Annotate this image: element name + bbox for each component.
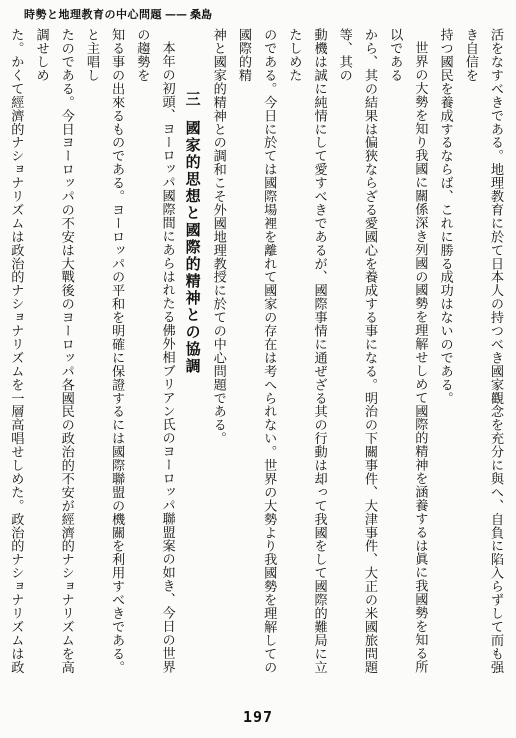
section-title: 國家的思想と國際的精神との協調 bbox=[183, 120, 202, 375]
text-line: たのである。今日ヨーロッパの不安は大戰後のヨーロッパ各國民の政治的不安が經濟的ナショナリズムを高調せしめ bbox=[33, 28, 74, 674]
running-header bbox=[24, 5, 264, 25]
vertical-body-text bbox=[8, 28, 508, 678]
header-author: 桑島 bbox=[190, 8, 212, 21]
text-line: 動機は誠に純情にして愛すべきであるが、國際事情に通ぜざる其の行動は却って我國をして國際的難局に立たしめた bbox=[286, 28, 327, 674]
text-line: た。かくて經濟的ナショナリズムは政治的ナショナリズムを一層高唱せしめた。政治的ナショナリズムは政 bbox=[8, 28, 24, 674]
text-line: 世界の大勢を知り我國に關係深き列國の國勢を理解せしめて國際的精神を涵養するは眞に我國勢を知る所以である bbox=[387, 28, 428, 674]
text-line: のである。今日に於ては國際場裡を離れて國家の存在は考へられない。世界の大勢より我國勢を理解しての國際的精 bbox=[235, 28, 277, 674]
text-line: 活をなすべきである。地理教育に於て日本人の持つべき國家觀念を充分に與へ、自負に陷入らずして而も强き自信を bbox=[462, 28, 503, 674]
header-separator: —— bbox=[165, 8, 187, 21]
header-title: 時勢と地理教育の中心問題 bbox=[24, 8, 162, 21]
text-line: 神と國家的精神との調和こそ外國地理教授に於ての中心問題である。 bbox=[210, 28, 226, 445]
section-number: 三 bbox=[183, 91, 202, 108]
text-line: から、其の結果は偏狹ならざる愛國心を養成する事になる。明治の下關事件、大津事件、大正の米國旅問題等、其の bbox=[336, 28, 377, 674]
page-number: 197 bbox=[242, 708, 274, 726]
text-line: 知る事の出來るものである。ヨーロッパの平和を明確に保證するには國際聯盟の機關を利用すべきである。と主唱し bbox=[83, 28, 125, 674]
section-heading bbox=[180, 28, 206, 678]
text-line: 持つ國民を養成するならば、これに勝る成功はないのである。 bbox=[437, 28, 453, 405]
text-line: 本年の初頭、ヨーロッパ國際間にあらはれたる佛外相ブリアン氏のヨーロッパ聯盟案の如き、今日の世界の趨勢を bbox=[134, 28, 175, 674]
